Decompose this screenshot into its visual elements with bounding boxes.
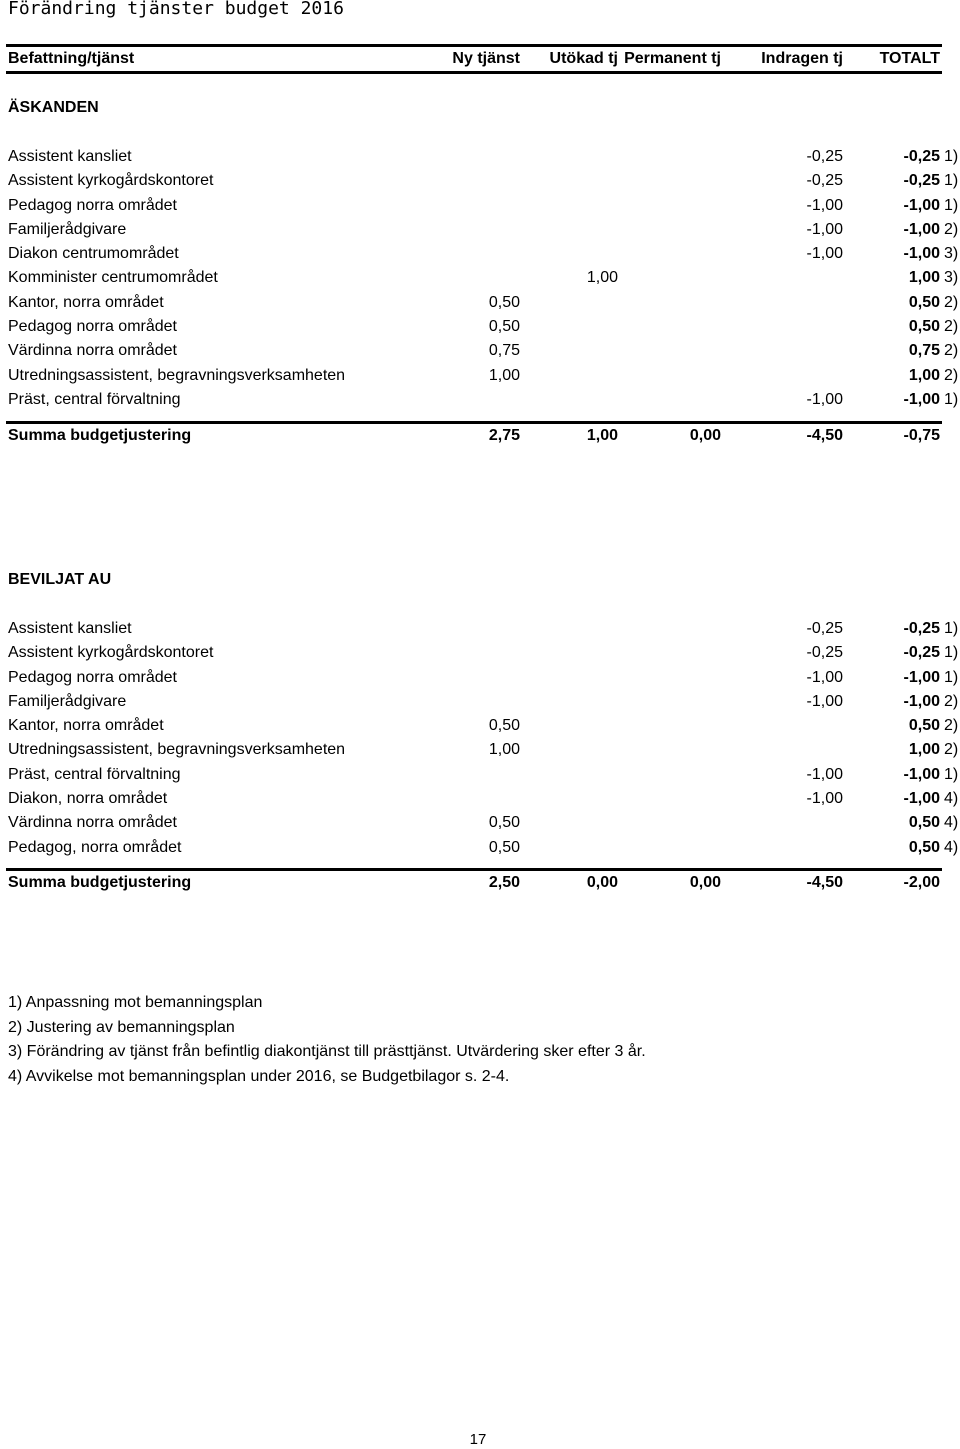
ny-tjanst-value: 0,75 (488, 342, 520, 360)
indragen-value: -1,00 (806, 668, 843, 686)
row-name: Diakon centrumområdet (8, 245, 179, 263)
footnote-ref: 2) (944, 293, 959, 311)
indragen-value: -1,00 (806, 220, 843, 238)
row-name: Präst, central förvaltning (8, 390, 181, 408)
section-heading: ÄSKANDEN (8, 99, 99, 116)
row-name: Assistent kansliet (8, 620, 132, 637)
totalt-value: 1,00 (908, 741, 940, 759)
footnote: 1) Anpassning mot bemanningsplan (8, 994, 263, 1011)
section-rows (8, 145, 960, 412)
indragen-value: -1,00 (806, 390, 843, 408)
table-row (8, 266, 960, 290)
row-name: Pedagog norra området (8, 668, 177, 686)
column-header-befattning: Befattning/tjänst (8, 50, 135, 67)
totalt-value: 0,75 (908, 342, 940, 360)
footnote-ref: 2) (944, 741, 959, 759)
footnote-ref: 4) (944, 814, 959, 832)
indragen-value: -0,25 (806, 148, 843, 165)
row-name: Värdinna norra området (8, 814, 177, 832)
table-row (8, 690, 960, 714)
indragen-value: -0,25 (806, 172, 843, 190)
table-row (8, 364, 960, 388)
row-name: Assistent kyrkogårdskontoret (8, 644, 214, 662)
table-row (8, 145, 960, 169)
column-header-totalt: TOTALT (879, 50, 940, 67)
totalt-value: 1,00 (908, 269, 940, 287)
row-name: Assistent kyrkogårdskontoret (8, 172, 214, 190)
footnote-ref: 2) (944, 717, 959, 735)
totalt-value: 1,00 (908, 366, 940, 384)
totalt-value: -1,00 (903, 220, 940, 238)
row-name: Kantor, norra området (8, 293, 164, 311)
row-name: Familjerådgivare (8, 692, 127, 710)
table-row (8, 787, 960, 811)
footnote-ref: 4) (944, 790, 959, 808)
footnote-ref: 2) (944, 220, 959, 238)
table-row (8, 315, 960, 339)
summary-label: Summa budgetjustering (8, 874, 192, 891)
section-heading: BEVILJAT AU (8, 571, 112, 588)
footnote-ref: 1) (944, 644, 959, 662)
footnotes (8, 991, 646, 1089)
table-row (8, 641, 960, 665)
row-name: Komminister centrumområdet (8, 269, 218, 287)
indragen-value: -1,00 (806, 765, 843, 783)
table-row (8, 218, 960, 242)
footnote-ref: 4) (944, 838, 959, 856)
table-row (8, 291, 960, 315)
indragen-value: -1,00 (806, 245, 843, 263)
footnote-ref: 1) (944, 390, 959, 408)
summary-indragen: -4,50 (806, 874, 843, 891)
ny-tjanst-value: 1,00 (488, 366, 520, 384)
totalt-value: 0,50 (908, 814, 940, 832)
ny-tjanst-value: 0,50 (488, 293, 520, 311)
totalt-value: -0,25 (903, 148, 940, 165)
summary-indragen: -4,50 (806, 427, 843, 444)
table-row (8, 388, 960, 412)
summary-utokad: 1,00 (586, 427, 618, 444)
indragen-value: -0,25 (806, 620, 843, 637)
totalt-value: -1,00 (903, 790, 940, 808)
summary-row (8, 424, 960, 448)
table-header (6, 44, 942, 74)
row-name: Värdinna norra området (8, 342, 177, 360)
footnote-ref: 1) (944, 148, 959, 165)
row-name: Diakon, norra området (8, 790, 168, 808)
totalt-value: 0,50 (908, 293, 940, 311)
page-title: Förändring tjänster budget 2016 (8, 0, 344, 19)
indragen-value: -1,00 (806, 790, 843, 808)
totalt-value: -0,25 (903, 644, 940, 662)
page-number: 17 (469, 1431, 487, 1448)
summary-totalt: -0,75 (903, 427, 940, 444)
totalt-value: -1,00 (903, 245, 940, 263)
row-name: Utredningsassistent, begravningsverksamheten (8, 366, 346, 384)
footnote-ref: 1) (944, 620, 959, 637)
summary-ny-tjanst: 2,50 (488, 874, 520, 891)
table-row (8, 763, 960, 787)
footnote-ref: 2) (944, 692, 959, 710)
row-name: Assistent kansliet (8, 148, 132, 165)
table-row (8, 714, 960, 738)
ny-tjanst-value: 0,50 (488, 814, 520, 832)
table-row (8, 666, 960, 690)
footnote-ref: 1) (944, 668, 959, 686)
summary-permanent: 0,00 (689, 874, 721, 891)
ny-tjanst-value: 0,50 (488, 838, 520, 856)
indragen-value: -0,25 (806, 644, 843, 662)
table-row (8, 617, 960, 641)
totalt-value: -1,00 (903, 692, 940, 710)
row-name: Kantor, norra området (8, 717, 164, 735)
row-name: Präst, central förvaltning (8, 765, 181, 783)
row-name: Utredningsassistent, begravningsverksamheten (8, 741, 346, 759)
utokad-value: 1,00 (586, 269, 618, 287)
totalt-value: 0,50 (908, 838, 940, 856)
totalt-value: -1,00 (903, 390, 940, 408)
footnote: 3) Förändring av tjänst från befintlig diakontjänst till prästtjänst. Utvärdering sker efter 3 år. (8, 1043, 646, 1060)
summary-row (8, 871, 960, 895)
table-row (8, 811, 960, 835)
footnote-ref: 2) (944, 318, 959, 336)
totalt-value: 0,50 (908, 318, 940, 336)
ny-tjanst-value: 0,50 (488, 717, 520, 735)
totalt-value: -0,25 (903, 172, 940, 190)
column-header-permanent: Permanent tj (624, 50, 721, 67)
row-name: Pedagog norra området (8, 196, 177, 214)
table-row (8, 836, 960, 860)
footnote-ref: 3) (944, 245, 959, 263)
table-row (8, 194, 960, 218)
footnote: 4) Avvikelse mot bemanningsplan under 2016, se Budgetbilagor s. 2-4. (8, 1067, 510, 1085)
column-header-indragen: Indragen tj (761, 50, 843, 67)
section-rows (8, 617, 960, 860)
indragen-value: -1,00 (806, 692, 843, 710)
footnote-ref: 2) (944, 366, 959, 384)
row-name: Pedagog norra området (8, 318, 177, 336)
totalt-value: -0,25 (903, 620, 940, 637)
column-header-ny-tjanst: Ny tjänst (452, 50, 520, 67)
summary-ny-tjanst: 2,75 (488, 427, 520, 444)
table-row (8, 339, 960, 363)
footnote-ref: 1) (944, 172, 959, 190)
totalt-value: -1,00 (903, 668, 940, 686)
totalt-value: -1,00 (903, 196, 940, 214)
footnote-ref: 1) (944, 765, 959, 783)
totalt-value: -1,00 (903, 765, 940, 783)
summary-permanent: 0,00 (689, 427, 721, 444)
table-row (8, 242, 960, 266)
indragen-value: -1,00 (806, 196, 843, 214)
footnote-ref: 3) (944, 269, 959, 287)
summary-totalt: -2,00 (903, 874, 940, 891)
footnote-ref: 1) (944, 196, 959, 214)
column-header-utokad: Utökad tj (549, 50, 618, 67)
summary-utokad: 0,00 (586, 874, 618, 891)
ny-tjanst-value: 0,50 (488, 318, 520, 336)
summary-label: Summa budgetjustering (8, 427, 192, 444)
totalt-value: 0,50 (908, 717, 940, 735)
footnote-ref: 2) (944, 342, 959, 360)
table-row (8, 738, 960, 762)
ny-tjanst-value: 1,00 (488, 741, 520, 759)
row-name: Familjerådgivare (8, 220, 127, 238)
footnote: 2) Justering av bemanningsplan (8, 1018, 235, 1036)
table-row (8, 169, 960, 193)
row-name: Pedagog, norra området (8, 838, 182, 856)
